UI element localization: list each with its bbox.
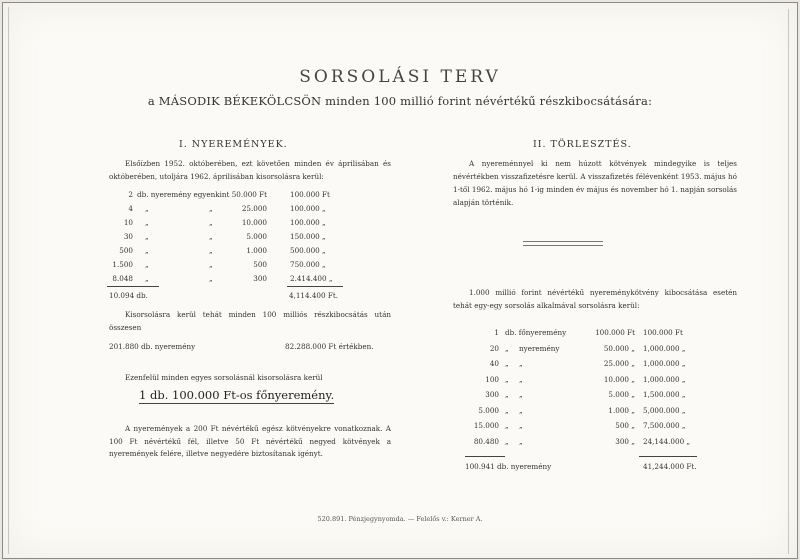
- prize-count: 4: [128, 204, 133, 213]
- repayment-row: [3, 342, 800, 355]
- heading-repayment: II. TÖRLESZTÉS.: [533, 139, 632, 150]
- repayment-label: „: [519, 390, 523, 399]
- repayment-intro: A nyereménnyel ki nem húzott kötvények mindegyike is teljes névértékben visszafizetésre kerül. A visszafizetés félévenként 1953. május hó 1-től 1962. május hó 1-ig minden év május és november hó 1. napján sorsolás alapján történik.: [453, 159, 737, 207]
- repayment-amount: 1.000 „: [608, 405, 635, 415]
- prize-mark: „: [209, 204, 213, 213]
- prize-label: „: [145, 204, 149, 213]
- prize-amount: 5.000: [246, 232, 267, 241]
- repayment-unit: „: [505, 374, 509, 384]
- prize-label: „: [145, 232, 149, 241]
- repayment-total: 24,144.000 „: [643, 436, 691, 446]
- prize-count: 1.500: [112, 260, 133, 269]
- sum-count: 10.094 db.: [109, 291, 148, 300]
- prize-amount: 10.000: [241, 218, 267, 227]
- repayment-unit: „: [505, 436, 509, 446]
- summary-count: 201.880 db. nyeremény: [109, 342, 196, 351]
- repayment-unit: „: [505, 343, 509, 353]
- repayment-amount: 50.000 „: [603, 343, 635, 353]
- repayment-count: 1: [494, 328, 499, 337]
- repayment-label: „: [519, 405, 523, 415]
- prize-label: „: [145, 260, 149, 269]
- repayment-row: [3, 404, 800, 417]
- prize-amount: 1.000: [246, 246, 267, 255]
- prize-count: 500: [119, 246, 133, 255]
- prize-total: 150.000 „: [290, 232, 326, 241]
- page-title: SORSOLÁSI TERV: [299, 67, 501, 87]
- prizes-intro: Elsőízben 1952. októberében, ezt követően minden év áprilisában és októberében, utoljára 1962. áprilisában kisorsolásra kerül:: [109, 159, 391, 181]
- prize-total: 750.000 „: [290, 260, 326, 269]
- repayment-sub-intro: 1.000 millió forint névértékű nyereménykötvény kibocsátása esetén tehát egy-egy sorsolás alkalmával sorsolásra kerül:: [453, 288, 737, 310]
- prize-amount: 25.000: [241, 204, 267, 213]
- footer-imprint: 520.891. Pénzjegynyomda. — Felelős v.: Kerner A.: [317, 515, 483, 523]
- prize-label: db. nyeremény egyenkint: [137, 190, 230, 199]
- repayment-row: [3, 326, 800, 339]
- prize-row: [3, 216, 800, 229]
- prize-count: 10: [123, 218, 133, 227]
- prize-row: [3, 258, 800, 271]
- repayment-amount: 500 „: [615, 421, 635, 430]
- prize-total: 100.000 Ft: [290, 190, 330, 199]
- prize-count: 2: [128, 190, 133, 199]
- repayment-count: 300: [485, 390, 499, 399]
- repayment-amount: 100.000 Ft: [595, 328, 635, 337]
- repayment-total: 1,500.000 „: [643, 390, 686, 399]
- sum-total: 4,114.400 Ft.: [289, 291, 339, 300]
- r-count-underline: [465, 456, 505, 457]
- repayment-unit: „: [505, 405, 509, 415]
- repayment-count: 20: [489, 343, 499, 353]
- summary-total: 82.288.000 Ft értékben.: [285, 342, 374, 351]
- r-sum-count: 100.941 db. nyeremény: [465, 462, 552, 471]
- repayment-amount: 5.000 „: [608, 390, 635, 399]
- prize-amount: 50.000 Ft: [231, 190, 267, 199]
- prizes-note: A nyeremények a 200 Ft névértékű egész kötvényekre vonatkoznak. A 100 Ft névértékű fél, illetve 50 Ft névértékű negyed kötvények a nyeremények felére, illetve negyedére biztosítanak igényt.: [109, 424, 391, 458]
- total-underline: [287, 286, 343, 287]
- prize-mark: „: [209, 260, 213, 269]
- prize-count: 30: [123, 232, 133, 241]
- repayment-row: [3, 419, 800, 432]
- repayment-label: „: [519, 436, 523, 446]
- repayment-count: 100: [485, 374, 499, 384]
- extra-text: Ezenfelül minden egyes sorsolásnál kisorsolásra kerül: [125, 373, 323, 382]
- repayment-row: [3, 373, 800, 386]
- prize-total: 2.414.400 „: [290, 274, 333, 283]
- repayment-amount: 10.000 „: [603, 374, 635, 384]
- repayment-unit: „: [505, 359, 509, 368]
- count-underline: [107, 286, 159, 287]
- heading-prizes: I. NYEREMÉNYEK.: [179, 139, 288, 150]
- repayment-total: 1,000.000 „: [643, 343, 686, 353]
- repayment-sum-row: [3, 460, 800, 473]
- repayment-unit: „: [505, 421, 509, 430]
- repayment-count: 40: [489, 359, 499, 368]
- repayment-label: „: [519, 359, 523, 368]
- repayment-row: [3, 388, 800, 401]
- prize-mark: „: [209, 218, 213, 227]
- r-sum-total: 41,244.000 Ft.: [643, 462, 697, 471]
- repayment-count: 15.000: [473, 421, 499, 430]
- repayment-label: nyeremény: [519, 343, 560, 353]
- main-prize: 1 db. 100.000 Ft-os főnyeremény.: [139, 388, 335, 402]
- repayment-amount: 300 „: [615, 436, 635, 446]
- repayment-label: db. főnyeremény: [505, 328, 567, 337]
- prize-row: [3, 230, 800, 243]
- prize-mark: „: [209, 274, 213, 283]
- prize-total: 100.000 „: [290, 204, 326, 213]
- repayment-total: 1,000.000 „: [643, 374, 686, 384]
- repayment-row: [3, 435, 800, 448]
- repayment-count: 80.480: [473, 436, 499, 446]
- prize-total: 100.000 „: [290, 218, 326, 227]
- prize-count: 8.048: [112, 274, 133, 283]
- document-sheet: [2, 2, 798, 559]
- repayment-total: 1,000.000 „: [643, 359, 686, 368]
- page-subtitle: a MÁSODIK BÉKEKÖLCSÖN minden 100 millió forint névértékű részkibocsátására:: [147, 94, 653, 108]
- prize-row: [3, 272, 800, 285]
- prize-mark: „: [209, 232, 213, 241]
- prize-row: [3, 244, 800, 257]
- repayment-total: 5,000.000 „: [643, 405, 686, 415]
- prize-label: „: [145, 274, 149, 283]
- repayment-label: „: [519, 374, 523, 384]
- prize-amount: 500: [253, 260, 267, 269]
- prize-label: „: [145, 218, 149, 227]
- repayment-total: 7,500.000 „: [643, 421, 686, 430]
- prize-mark: „: [209, 246, 213, 255]
- repayment-label: „: [519, 421, 523, 430]
- repayment-row: [3, 357, 800, 370]
- repayment-amount: 25.000 „: [603, 359, 635, 368]
- prize-label: „: [145, 246, 149, 255]
- repayment-count: 5.000: [478, 405, 499, 415]
- r-total-underline: [639, 456, 697, 457]
- repayment-unit: „: [505, 390, 509, 399]
- repayment-total: 100.000 Ft: [643, 328, 683, 337]
- summary-text: Kisorsolásra kerül tehát minden 100 milliós részkibocsátás után összesen: [109, 310, 391, 332]
- prize-amount: 300: [253, 274, 267, 283]
- prize-total: 500.000 „: [290, 246, 326, 255]
